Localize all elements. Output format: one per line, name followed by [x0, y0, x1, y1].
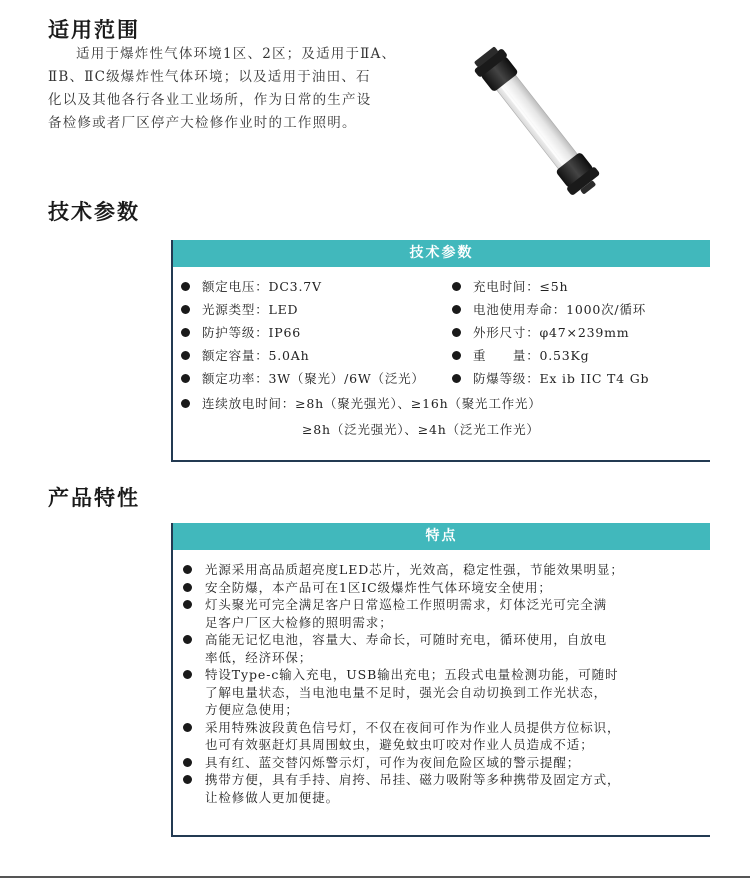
scope-section-title: 适用范围 — [48, 18, 140, 42]
spec-text: 额定功率：3W（聚光）/6W（泛光） — [202, 371, 425, 386]
bullet-dot — [181, 399, 190, 408]
spec-text: 外形尺寸：φ47×239mm — [473, 325, 630, 340]
feature-line: 让检修做人更加便捷。 — [205, 789, 340, 805]
bullet-dot — [181, 282, 190, 291]
bullet-dot — [452, 282, 461, 291]
scope-line: ⅡB、ⅡC级爆炸性气体环境；以及适用于油田、石 — [48, 69, 371, 85]
bullet-dot — [183, 670, 192, 679]
feature-line: 了解电量状态，当电池电量不足时，强光会自动切换到工作光状态， — [205, 684, 608, 700]
feature-item — [183, 561, 683, 579]
feature-item — [183, 771, 683, 806]
feature-item — [183, 596, 683, 631]
spec-text: 额定电压：DC3.7V — [202, 279, 322, 294]
bullet-dot — [181, 351, 190, 360]
feature-line: 具有红、蓝交替闪烁警示灯，可作为夜间危险区域的警示提醒； — [205, 754, 581, 770]
bullet-dot — [452, 374, 461, 383]
feature-item — [183, 631, 683, 666]
spec-text: 电池使用寿命：1000次/循环 — [473, 302, 647, 317]
feature-line: 高能无记忆电池，容量大、寿命长，可随时充电，循环使用，自放电 — [205, 632, 608, 647]
bullet-dot — [183, 758, 192, 767]
feature-item — [183, 754, 683, 772]
bullet-dot — [181, 374, 190, 383]
scope-description — [48, 43, 440, 135]
feature-item — [183, 666, 683, 719]
features-box — [171, 523, 710, 837]
tech-params-box — [171, 240, 710, 462]
bullet-dot — [183, 775, 192, 784]
scope-line: 化以及其他各行各业工业场所，作为日常的生产设 — [48, 92, 372, 108]
bullet-dot — [183, 723, 192, 732]
spec-text: 充电时间：≤5h — [473, 279, 569, 294]
bullet-dot — [452, 328, 461, 337]
feature-line: 携带方便，具有手持、肩挎、吊挂、磁力吸附等多种携带及固定方式， — [205, 772, 621, 787]
feature-line: 安全防爆，本产品可在1区IC级爆炸性气体环境安全使用； — [205, 579, 552, 595]
feature-line: 光源采用高品质超亮度LED芯片，光效高，稳定性强，节能效果明显； — [205, 562, 624, 577]
bullet-dot — [183, 583, 192, 592]
bullet-dot — [181, 305, 190, 314]
features-section-title: 产品特性 — [48, 486, 140, 510]
bullet-dot — [452, 305, 461, 314]
feature-line: 特设Type-c输入充电，USB输出充电；五段式电量检测功能，可随时 — [205, 667, 619, 682]
spec-text: 连续放电时间：≥8h（聚光强光）、≥16h（聚光工作光） — [202, 396, 542, 411]
spec-text: 额定容量：5.0Ah — [202, 348, 310, 363]
feature-item — [183, 579, 683, 597]
feature-line: 灯头聚光可完全满足客户日常巡检工作照明需求，灯体泛光可完全满 — [205, 597, 608, 612]
feature-line: 采用特殊波段黄色信号灯，不仅在夜间可作为作业人员提供方位标识， — [205, 719, 621, 735]
feature-line: 率低，经济环保； — [205, 649, 313, 665]
bottom-divider — [0, 876, 750, 878]
features-list — [183, 561, 683, 806]
scope-line: 适用于爆炸性气体环境1区、2区；及适用于ⅡA、 — [76, 46, 397, 62]
feature-line: 足客户厂区大检修的照明需求； — [205, 614, 393, 630]
features-box-header: 特点 — [173, 523, 710, 550]
feature-item — [183, 719, 683, 754]
bullet-dot — [183, 600, 192, 609]
spec-text: 防爆等级：Ex ib IIC T4 Gb — [473, 371, 650, 386]
bullet-dot — [183, 635, 192, 644]
bullet-dot — [183, 565, 192, 574]
bullet-dot — [452, 351, 461, 360]
feature-line: 方便应急使用； — [205, 702, 299, 717]
scope-line: 备检修或者厂区停产大检修作业时的工作照明。 — [48, 115, 357, 131]
lamp-product-image — [462, 42, 612, 202]
spec-text: 重 量：0.53Kg — [473, 348, 590, 363]
spec-text: 光源类型：LED — [202, 302, 299, 317]
tech-box-header: 技术参数 — [173, 240, 710, 267]
discharge-time-continuation: ≥8h（泛光强光）、≥4h（泛光工作光） — [302, 422, 540, 437]
bullet-dot — [181, 328, 190, 337]
spec-text: 防护等级：IP66 — [202, 325, 301, 340]
feature-line: 也可有效驱赶灯具周围蚊虫，避免蚊虫叮咬对作业人员造成不适； — [205, 737, 594, 752]
tech-section-title: 技术参数 — [48, 200, 140, 224]
